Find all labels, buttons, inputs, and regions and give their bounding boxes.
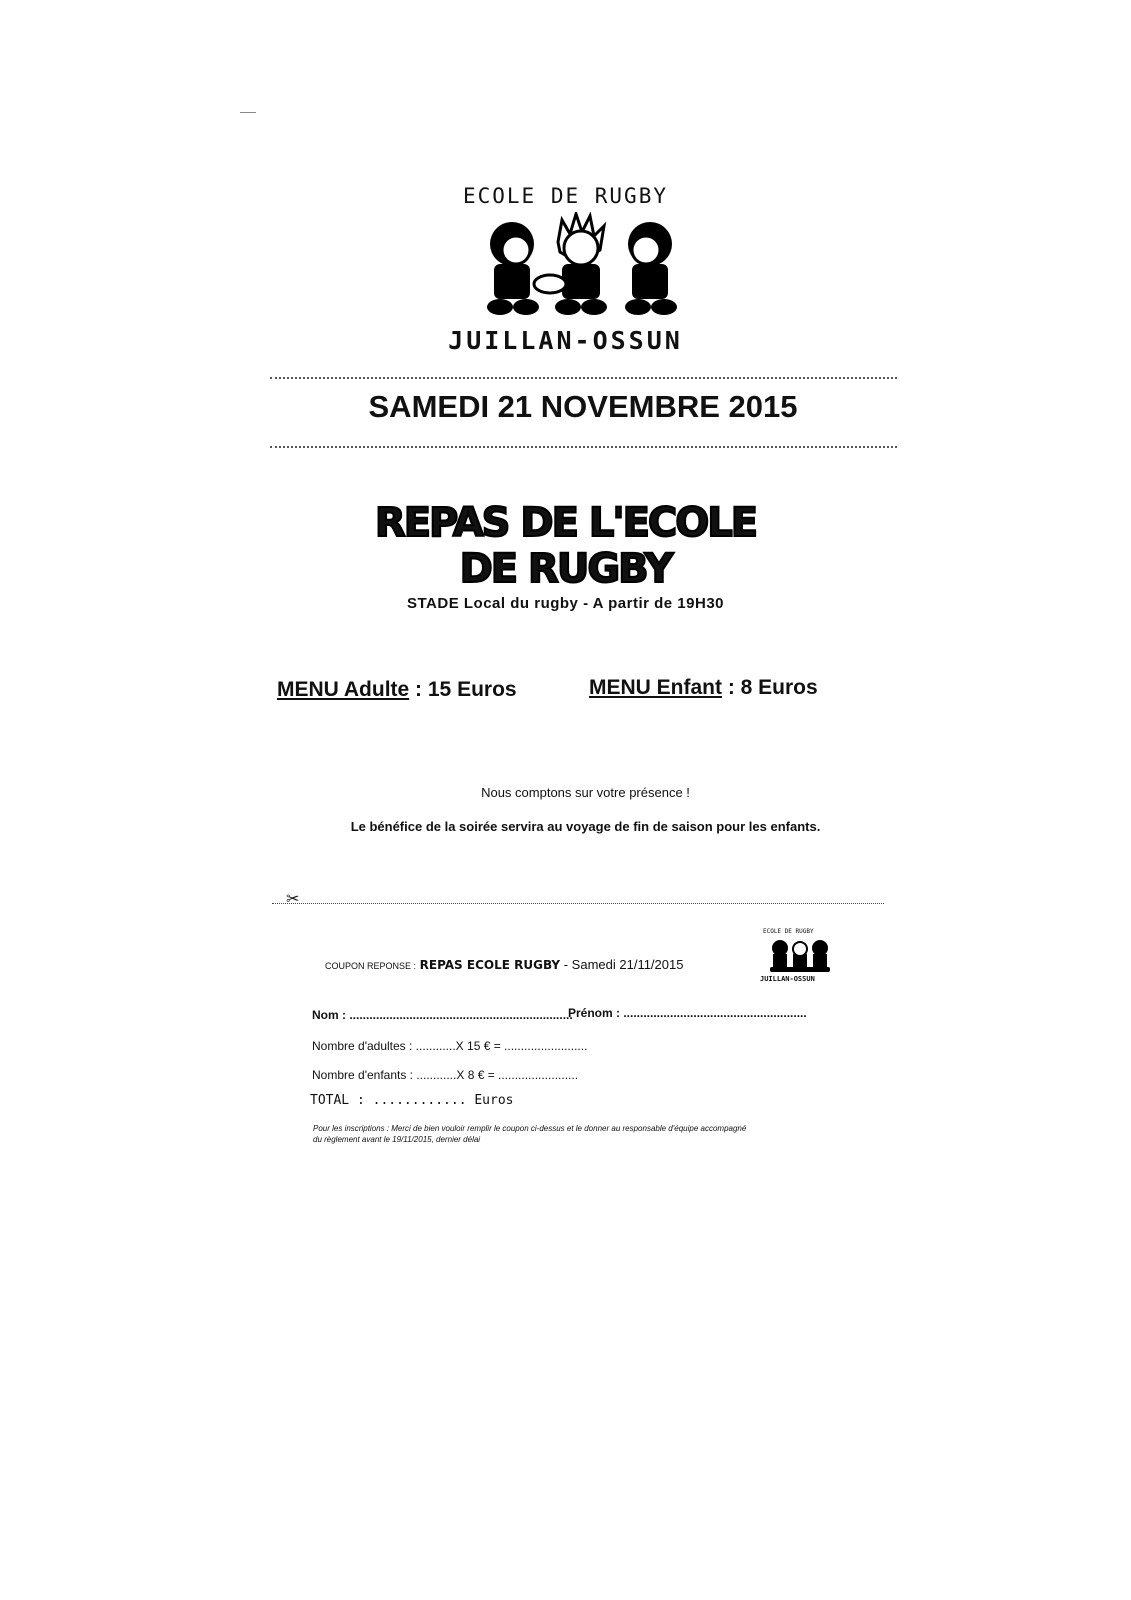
logo-bottom-text: JUILLAN-OSSUN [448, 326, 683, 355]
dotted-divider [270, 377, 897, 379]
cut-line [272, 903, 884, 904]
menu-adult-price: : 15 Euros [409, 678, 517, 701]
menu-child-label: MENU Enfant [589, 676, 722, 699]
adultes-field[interactable]: Nombre d'adultes : ............X 15 € = ......................... [312, 1039, 588, 1053]
presence-text: Nous comptons sur votre présence ! [481, 785, 690, 800]
logo-top-text: ECOLE DE RUGBY [462, 184, 668, 208]
date-banner [327, 389, 839, 425]
scissors-icon: ✂ [286, 891, 300, 908]
dotted-divider [270, 446, 897, 448]
coupon-logo-top: ECOLE DE RUGBY [763, 928, 814, 935]
coupon-logo-bottom: JUILLAN-OSSUN [760, 975, 815, 983]
date-text: SAMEDI 21 NOVEMBRE 2015 [368, 389, 798, 424]
event-title-line1: REPAS DE L'ECOLE [374, 500, 757, 546]
coupon-logo-icon [770, 938, 830, 974]
coupon-note-line2: du règlement avant le 19/11/2015, dernier délai [313, 1135, 481, 1144]
benefit-text: Le bénéfice de la soirée servira au voyage de fin de saison pour les enfants. [350, 819, 821, 834]
rugby-kids-logo [480, 212, 680, 317]
scan-mark [240, 112, 256, 113]
enfants-field[interactable]: Nombre d'enfants : ............X 8 € = ........................ [312, 1068, 579, 1082]
coupon-header [325, 957, 683, 972]
total-field[interactable]: TOTAL : ............ Euros [310, 1093, 514, 1108]
menu-adult [277, 678, 517, 702]
coupon-title: REPAS ECOLE RUGBY [419, 958, 561, 972]
menu-child-price: : 8 Euros [722, 676, 818, 699]
coupon-label: COUPON REPONSE : [325, 961, 417, 971]
event-title-line2: DE RUGBY [459, 546, 672, 592]
coupon-note-line1: Pour les inscriptions : Merci de bien vouloir remplir le coupon ci-dessus et le donner au responsable d'équipe accompagné [313, 1124, 747, 1133]
menu-child [589, 676, 818, 700]
prenom-field[interactable]: Prénom : ....................................................... [568, 1006, 807, 1020]
venue-text: STADE Local du rugby - A partir de 19H30 [407, 595, 724, 612]
coupon-date: - Samedi 21/11/2015 [560, 957, 684, 972]
menu-adult-label: MENU Adulte [277, 678, 410, 701]
nom-field[interactable]: Nom : ................................................................... [312, 1008, 573, 1022]
